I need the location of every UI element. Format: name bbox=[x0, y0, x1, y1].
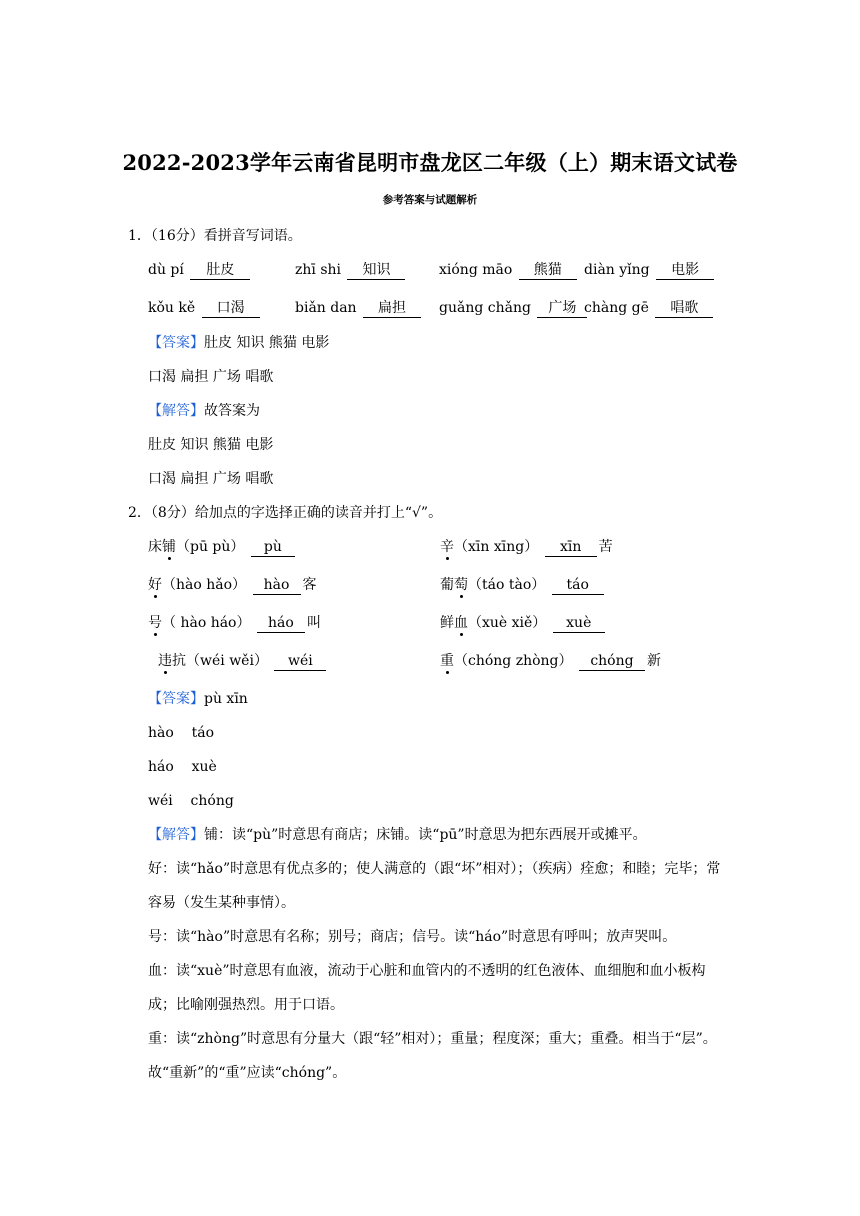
analysis-tag: 【解答】 bbox=[148, 827, 204, 843]
q1-item-6 bbox=[295, 298, 423, 318]
q2-item-4: 葡萄（táo tào） táo bbox=[440, 575, 606, 595]
answer-blank: xīn bbox=[545, 538, 597, 557]
answer-blank: 口渴 bbox=[202, 299, 260, 318]
answer-blank: 肚皮 bbox=[190, 261, 250, 280]
question-prompt: （16分）看拼音写词语。 bbox=[150, 228, 302, 244]
question-1-heading bbox=[128, 226, 302, 246]
answer-blank: pù bbox=[251, 538, 295, 557]
answer-blank: hào bbox=[253, 576, 301, 595]
q2-answer-line-3: háo xuè bbox=[148, 759, 217, 775]
q2-answer-line-4: wéi chóng bbox=[148, 793, 234, 809]
question-number: 1． bbox=[128, 228, 151, 244]
pinyin: kǒu kě bbox=[148, 300, 196, 316]
analysis-paragraph-chong: 重：读“zhòng”时意思有分量大（跟“轻”相对）；重量；程度深；重大；重叠。相当于“层”。故“重新”的“重”应读“chóng”。 bbox=[148, 1031, 717, 1081]
answer-blank: 唱歌 bbox=[655, 299, 713, 318]
answer-text: 肚皮 知识 熊猫 电影 bbox=[204, 335, 330, 351]
answer-blank: 电影 bbox=[656, 261, 714, 280]
q1-item-4 bbox=[584, 260, 716, 280]
answer-blank: táo bbox=[552, 576, 604, 595]
q2-item-8: 重（chóng zhòng） chóng 新 bbox=[440, 653, 661, 669]
q1-item-5 bbox=[148, 298, 262, 318]
answer-tag: 【答案】 bbox=[148, 335, 204, 351]
analysis-paragraph-hao2: 号：读“hào”时意思有名称；别号；商店；信号。读“háo”时意思有呼叫；放声哭叫。 bbox=[148, 929, 677, 945]
analysis-tag: 【解答】 bbox=[148, 403, 204, 419]
q1-item-8 bbox=[584, 298, 715, 318]
analysis-paragraph-hao: 好：读“hǎo”时意思有优点多的；使人满意的（跟“坏”相对）；（疾病）痊愈；和睦；完毕；常容易（发生某种事情）。 bbox=[148, 861, 721, 911]
q1-item-1 bbox=[148, 260, 252, 280]
document-title: 2022-2023学年云南省昆明市盘龙区二年级（上）期末语文试卷 bbox=[122, 150, 738, 175]
q2-item-6: 鲜血（xuè xiě） xuè bbox=[440, 613, 607, 633]
answer-text: pù xīn bbox=[204, 691, 248, 707]
answer-blank: xuè bbox=[553, 614, 605, 633]
pinyin: dù pí bbox=[148, 262, 184, 278]
answer-blank: 知识 bbox=[347, 261, 405, 280]
pinyin: biǎn dan bbox=[295, 300, 357, 316]
q1-item-7 bbox=[439, 298, 589, 318]
pinyin: xióng māo bbox=[439, 262, 513, 278]
q1-answer-line-2: 口渴 扁担 广场 唱歌 bbox=[148, 369, 274, 385]
document-subtitle: 参考答案与试题解析 bbox=[382, 194, 478, 206]
q1-answer bbox=[148, 333, 329, 353]
analysis-paragraph-xue: 血：读“xuè”时意思有血液，流动于心脏和血管内的不透明的红色液体、血细胞和血小板构成；比喻刚强热烈。用于口语。 bbox=[148, 963, 706, 1013]
q1-item-3 bbox=[439, 260, 579, 280]
answer-blank: háo bbox=[257, 614, 305, 633]
q1-analysis-line-1: 肚皮 知识 熊猫 电影 bbox=[148, 437, 274, 453]
analysis-text: 铺：读“pù”时意思有商店；床铺。读“pū”时意思为把东西展开或摊平。 bbox=[204, 827, 647, 843]
analysis-text: 故答案为 bbox=[204, 403, 260, 419]
q2-answer bbox=[148, 689, 248, 709]
answer-tag: 【答案】 bbox=[148, 691, 204, 707]
q1-analysis-line-2: 口渴 扁担 广场 唱歌 bbox=[148, 471, 274, 487]
q2-item-7: 违抗（wéi wěi） wéi bbox=[158, 651, 328, 671]
answer-blank: wéi bbox=[274, 652, 326, 671]
q2-item-2: 辛（xīn xīng） xīn 苦 bbox=[440, 539, 613, 555]
pinyin: guǎng chǎng bbox=[439, 300, 531, 316]
q2-item-1: 床铺（pū pù） pù bbox=[148, 537, 297, 557]
answer-blank: 熊猫 bbox=[519, 261, 577, 280]
q1-item-2 bbox=[295, 260, 407, 280]
question-number: 2． bbox=[128, 505, 151, 521]
answer-blank: chóng bbox=[579, 652, 645, 671]
q2-item-3: 好（hào hǎo） hào 客 bbox=[148, 577, 317, 593]
pinyin: zhī shi bbox=[295, 262, 341, 278]
question-prompt: （8分）给加点的字选择正确的读音并打上“√”。 bbox=[150, 505, 443, 521]
q1-analysis bbox=[148, 401, 260, 421]
q2-analysis bbox=[148, 825, 647, 845]
q2-item-5: 号（ hào háo） háo 叫 bbox=[148, 615, 321, 631]
pinyin: diàn yǐng bbox=[584, 262, 650, 278]
q2-answer-line-2: hào táo bbox=[148, 725, 214, 741]
answer-blank: 扁担 bbox=[363, 299, 421, 318]
question-2-heading bbox=[128, 503, 442, 523]
pinyin: chàng gē bbox=[584, 300, 649, 316]
answer-blank: 广场 bbox=[537, 299, 587, 318]
